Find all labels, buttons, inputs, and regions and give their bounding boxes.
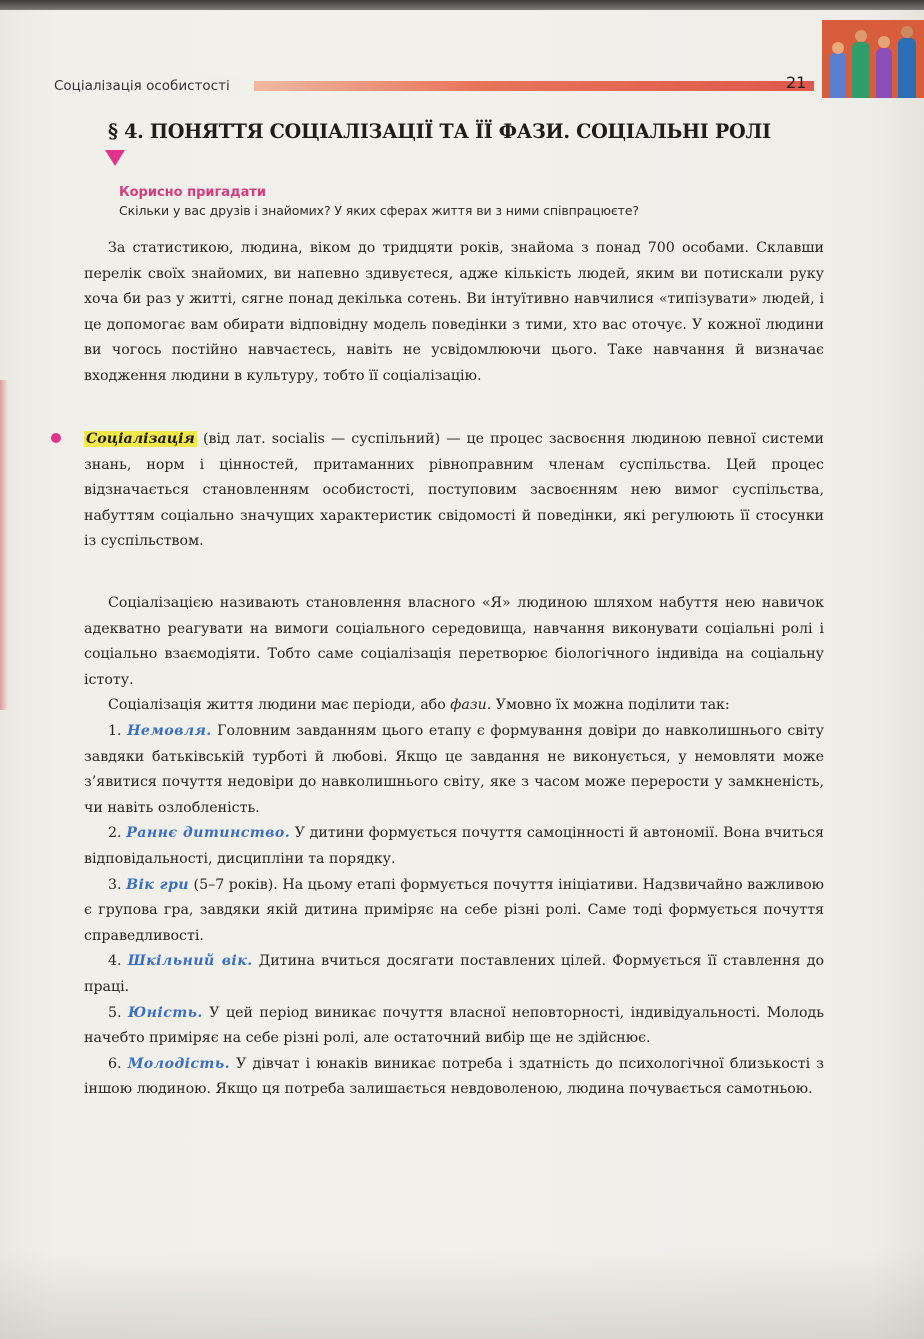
phase-text: У дівчат і юнаків виникає потреба і здатність до психологічної близькості з іншою людиною. Якщо ця потреба залишається невдоволеною, людина почувається самотньою.	[84, 1055, 825, 1098]
phase-item	[84, 821, 824, 872]
phase-text: У цей період виникає почуття власної неповторності, індивідуальності. Молодь начебто приміряє на себе різні ролі, але остаточний вибір ще не здійснює.	[84, 1004, 824, 1047]
phase-name: Шкільний вік.	[127, 953, 253, 970]
phase-number: 6.	[108, 1055, 128, 1072]
section-title: § 4. ПОНЯТТЯ СОЦІАЛІЗАЦІЇ ТА ЇЇ ФАЗИ. СОЦІАЛЬНІ РОЛІ	[108, 120, 771, 143]
definition-bullet-icon	[51, 433, 61, 443]
phase-item	[84, 1001, 824, 1052]
phase-text: У дитини формується почуття самоцінності й автономії. Вона вчиться відповідальності, дисципліни та порядку.	[84, 825, 824, 867]
definition-term: Соціалізація	[86, 431, 195, 447]
definition-paragraph	[84, 427, 824, 555]
phases-intro-end: . Умовно їх можна поділити так:	[486, 697, 730, 714]
phase-number: 1.	[108, 722, 128, 739]
remember-box	[119, 184, 839, 220]
intro-paragraph-block	[84, 236, 824, 390]
definition-text: (від лат. socialis — суспільний) — це процес засвоєння людиною певної системи знань, норм і цінностей, притаманних рівноправним членам суспільства. Цей процес відзначається становленням особистості, поступовим засвоєнням нею вимог суспільства, набуттям соціально значущих характеристик свідомості й поведінки, які регулюють її стосунки із суспільством.	[84, 431, 824, 550]
phase-text: Головним завданням цього етапу є формування довіри до навколишнього світу завдяки батьківській турботі й любові. Якщо це завдання не виконується, у немовляти може з’явитися почуття недовіри до навколишнього світу, яке з часом може перерости у замкненість, чи навіть озлобленість.	[84, 722, 824, 816]
remember-question: Скільки у вас друзів і знайомих? У яких сферах життя ви з ними співпрацюєте?	[119, 203, 639, 218]
phase-name: Юність.	[128, 1004, 203, 1021]
triangle-marker-icon	[105, 150, 125, 166]
header-accent-stripe	[254, 81, 814, 91]
phases-intro-text: Соціалізація життя людини має періоди, або	[108, 697, 451, 714]
phases-intro	[84, 693, 824, 719]
phase-item	[84, 949, 824, 1000]
paragraph-2: Соціалізацією називають становлення власного «Я» людиною шляхом набуття нею навичок адекватно реагувати на вимоги соціального середовища, навчання виконувати соціальні ролі і соціально взаємодіяти. Тобто саме соціалізація перетворює біологічного індивіда на соціальну істоту.	[84, 595, 824, 688]
phase-number: 3.	[108, 876, 127, 893]
running-header	[54, 76, 824, 96]
phase-name: Немовля.	[127, 722, 212, 739]
page-bottom-shade	[0, 1250, 924, 1339]
main-text-block	[84, 591, 824, 1103]
intro-paragraph: За статистикою, людина, віком до тридцяти років, знайома з понад 700 особами. Склавши перелік своїх знайомих, ви напевно здивуєтеся, адже кількість людей, яким ви потискали руку хоча би раз у житті, сягне понад декілька сотень. Ви інтуїтивно навчилися «типізувати» людей, і це допомогає вам обирати відповідну модель поведінки з тими, хто вас оточує. У кожної людини ви чогось постійно навчаєтесь, навіть не усвідомлюючи цього. Таке навчання й визначає входження людини в культуру, тобто її соціалізацію.	[84, 240, 824, 384]
chapter-title: Соціалізація особистості	[54, 76, 240, 96]
phase-name: Вік гри	[126, 876, 190, 893]
page-top-edge	[0, 0, 924, 10]
chapter-illustration	[822, 20, 924, 98]
remember-heading: Корисно пригадати	[119, 185, 266, 200]
phase-number: 4.	[108, 953, 128, 970]
phase-name: Молодість.	[127, 1055, 230, 1072]
phase-text: Дитина вчиться досягати поставлених цілей. Формується її ставлення до праці.	[84, 953, 824, 995]
phase-number: 5.	[108, 1004, 129, 1021]
phase-name: Раннє дитинство.	[126, 825, 291, 842]
phase-item	[84, 1052, 824, 1103]
page-left-edge-tint	[0, 380, 8, 710]
phase-item	[84, 873, 824, 950]
definition-block	[84, 427, 824, 555]
phases-emph: фази	[450, 697, 487, 714]
phase-text: (5–7 років). На цьому етапі формується почуття ініціативи. Надзвичайно важливою є групова гра, завдяки якій дитина приміряє на себе різні ролі. Саме тоді формується почуття справедливості.	[84, 876, 824, 944]
phase-item	[84, 719, 824, 821]
page-number: 21	[786, 73, 807, 92]
phase-number: 2.	[108, 825, 127, 842]
